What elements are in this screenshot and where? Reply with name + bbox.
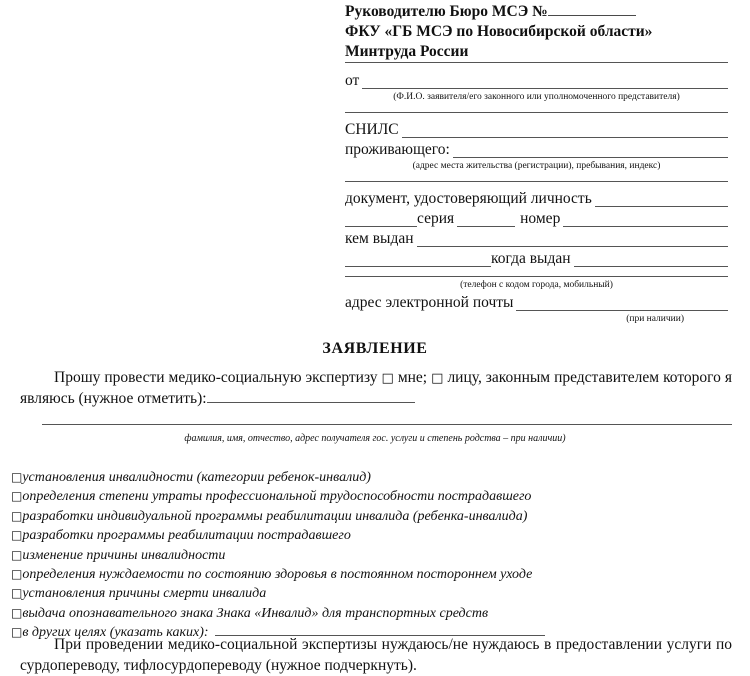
blank-rule-above-snils bbox=[345, 112, 728, 113]
issued-by-input-line[interactable] bbox=[417, 232, 728, 247]
email-label: адрес электронной почты bbox=[345, 294, 514, 311]
request-text-part1: Прошу провести медико-социальную экспертизу bbox=[54, 369, 378, 386]
list-item-label: определения степени утраты профессиональной трудоспособности пострадавшего bbox=[22, 489, 532, 505]
from-caption: (Ф.И.О. заявителя/его законного или уполномоченного представителя) bbox=[393, 92, 680, 102]
addressee-bureau-label: Руководителю Бюро МСЭ № bbox=[345, 3, 548, 20]
residing-input-line[interactable] bbox=[453, 143, 728, 158]
closing-paragraph bbox=[20, 634, 732, 676]
list-item[interactable] bbox=[11, 604, 731, 623]
request-paragraph bbox=[20, 367, 732, 409]
bureau-number-field[interactable] bbox=[548, 2, 636, 16]
request-option-self-label: мне; bbox=[397, 369, 428, 386]
list-item-label: разработки программы реабилитации пострадавшего bbox=[22, 528, 351, 544]
blank-rule-above-from bbox=[345, 62, 728, 63]
checkbox-self[interactable]: □ bbox=[381, 371, 394, 386]
list-item-label: изменение причины инвалидности bbox=[22, 547, 226, 563]
from-input-line[interactable] bbox=[362, 74, 728, 89]
residing-row bbox=[345, 141, 728, 158]
addressee-bureau-line bbox=[345, 2, 730, 22]
checkbox-icon[interactable]: □ bbox=[11, 547, 23, 562]
issued-when-label: когда выдан bbox=[491, 250, 571, 267]
checkbox-icon[interactable]: □ bbox=[11, 586, 23, 601]
other-purpose-label: в других целях (указать каких): bbox=[22, 625, 209, 641]
id-document-input-line[interactable] bbox=[595, 192, 728, 207]
recipient-details-input-line[interactable] bbox=[42, 424, 732, 425]
checkbox-represented-person[interactable]: □ bbox=[431, 371, 444, 386]
list-item-label: разработки индивидуальной программы реабилитации инвалида (ребенка-инвалида) bbox=[22, 508, 528, 524]
checkbox-icon[interactable]: □ bbox=[11, 567, 23, 582]
email-caption: (при наличии) bbox=[626, 314, 684, 324]
checkbox-icon[interactable]: □ bbox=[11, 605, 23, 620]
checkbox-icon[interactable]: □ bbox=[11, 470, 23, 484]
number-label: номер bbox=[520, 210, 561, 227]
issued-by-row bbox=[345, 230, 728, 247]
list-item-label: установления причины смерти инвалида bbox=[22, 586, 267, 602]
blank-rule-above-id-document bbox=[345, 181, 728, 182]
from-label: от bbox=[345, 72, 360, 89]
request-option-represented-label: лицу, законным представителем bbox=[447, 369, 660, 386]
series-prefix-line[interactable] bbox=[345, 212, 417, 227]
list-item[interactable] bbox=[11, 546, 731, 565]
residing-label: проживающего: bbox=[345, 141, 450, 158]
from-row bbox=[345, 72, 728, 89]
recipient-details-caption: фамилия, имя, отчество, адрес получателя гос. услуги и степень родства – при наличии) bbox=[184, 433, 566, 444]
phone-input-line[interactable] bbox=[345, 276, 728, 277]
issued-when-row bbox=[345, 250, 728, 267]
issued-when-input-line[interactable] bbox=[574, 252, 728, 267]
represented-person-input-line[interactable] bbox=[207, 389, 415, 403]
id-document-label: документ, удостоверяющий личность bbox=[345, 190, 592, 207]
checkbox-icon[interactable]: □ bbox=[11, 528, 23, 543]
number-input-line[interactable] bbox=[563, 212, 728, 227]
purpose-checkbox-list bbox=[11, 468, 731, 643]
email-row bbox=[345, 294, 728, 311]
closing-line-1: При проведении медико-социальной экспертизы нуждаюсь/не нуждаюсь в предоставлении bbox=[54, 636, 662, 653]
issued-when-prefix-line[interactable] bbox=[345, 252, 491, 267]
snils-input-line[interactable] bbox=[402, 123, 728, 138]
email-input-line[interactable] bbox=[516, 296, 728, 311]
list-item-label: определения нуждаемости по состоянию здоровья в постоянном постороннем уходе bbox=[22, 567, 533, 583]
list-item[interactable] bbox=[11, 526, 731, 545]
issued-by-label: кем выдан bbox=[345, 230, 414, 247]
list-item[interactable] bbox=[11, 468, 731, 487]
list-item[interactable] bbox=[11, 487, 731, 506]
list-item[interactable] bbox=[11, 507, 731, 526]
checkbox-icon[interactable]: □ bbox=[11, 508, 23, 523]
addressee-block bbox=[345, 2, 730, 62]
series-label: серия bbox=[417, 210, 455, 227]
id-document-row bbox=[345, 190, 728, 207]
closing-line-2: услуги по сурдопереводу, тифлосурдопереводу (нужное подчеркнуть). bbox=[20, 636, 732, 674]
page-title: ЗАЯВЛЕНИЕ bbox=[322, 340, 428, 357]
snils-row bbox=[345, 121, 728, 138]
checkbox-icon[interactable]: □ bbox=[11, 489, 23, 504]
request-text-part2: которого я являюсь (нужное отметить): bbox=[20, 369, 732, 407]
snils-label: СНИЛС bbox=[345, 121, 399, 138]
series-number-row bbox=[345, 210, 728, 227]
list-item[interactable] bbox=[11, 584, 731, 603]
checkbox-icon[interactable]: □ bbox=[11, 625, 23, 640]
list-item[interactable] bbox=[11, 565, 731, 584]
series-input-line[interactable] bbox=[457, 212, 515, 227]
addressee-institution-line: ФКУ «ГБ МСЭ по Новосибирской области» bbox=[345, 23, 653, 40]
phone-caption: (телефон с кодом города, мобильный) bbox=[460, 280, 613, 290]
list-item-label: выдача опознавательного знака Знака «Инвалид» для транспортных средств bbox=[22, 605, 489, 621]
residing-caption: (адрес места жительства (регистрации), пребывания, индекс) bbox=[412, 161, 661, 171]
applicant-fields-block bbox=[345, 62, 728, 325]
list-item-label: установления инвалидности (категории ребенок-инвалид) bbox=[22, 470, 371, 485]
addressee-ministry-line: Минтруда России bbox=[345, 43, 469, 60]
